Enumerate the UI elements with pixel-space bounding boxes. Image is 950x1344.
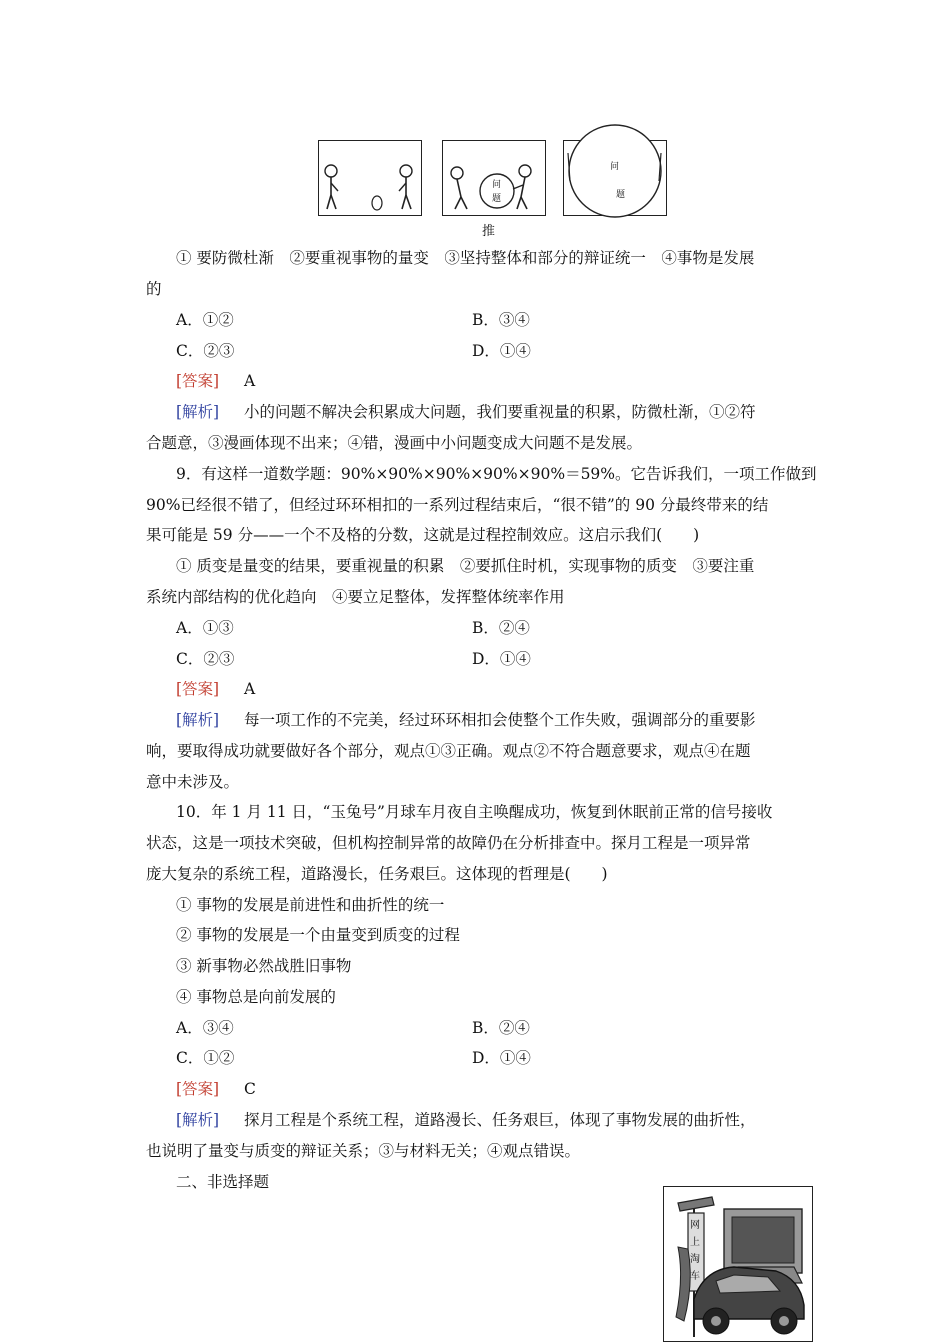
q9-analysis-line2: 响，要取得成功就要做好各个部分，观点①③正确。观点②不符合题意要求，观点④在题 bbox=[146, 742, 751, 760]
q10-stem-line1: 10．年 1 月 11 日，“玉兔号”月球车月夜自主唤醒成功，恢复到休眠前正常的信号接收 bbox=[176, 803, 773, 821]
big-ball-text-1: 问 bbox=[610, 162, 620, 172]
q10-stem-line3: 庞大复杂的系统工程，道路漫长，任务艰巨。这体现的哲理是( ) bbox=[146, 865, 608, 883]
q10-answer-label: [答案] bbox=[176, 1080, 220, 1098]
q8-choice-b: B．③④ bbox=[472, 311, 530, 329]
q9-stem-line3: 果可能是 59 分——一个不及格的分数，这就是过程控制效应。这启示我们( ) bbox=[146, 526, 700, 544]
q10-analysis-line2: 也说明了量变与质变的辩证关系；③与材料无关；④观点错误。 bbox=[146, 1142, 581, 1160]
cartoon-panel-2 bbox=[442, 140, 546, 216]
cartoon-panel-1 bbox=[318, 140, 422, 216]
q10-answer-value: C bbox=[244, 1080, 256, 1098]
q8-options-line1: ① 要防微杜渐 ②要重视事物的量变 ③坚持整体和部分的辩证统一 ④事物是发展 bbox=[176, 249, 755, 267]
cartoon-caption: 推 bbox=[482, 224, 496, 239]
q8-analysis-line1: 小的问题不解决会积累成大问题，我们要重视量的积累，防微杜渐，①②符 bbox=[244, 403, 756, 421]
cartoon-panel-3 bbox=[563, 140, 667, 216]
car-computer-icon bbox=[664, 1187, 812, 1341]
q9-options-line1: ① 质变是量变的结果，要重视量的积累 ②要抓住时机，实现事物的质变 ③要注重 bbox=[176, 557, 755, 575]
big-ball-icon bbox=[564, 141, 666, 215]
q8-analysis-label: [解析] bbox=[176, 403, 220, 421]
q9-answer-value: A bbox=[244, 680, 256, 698]
q8-answer-label: [答案] bbox=[176, 372, 220, 390]
ball-text-2: 题 bbox=[492, 194, 502, 204]
q9-analysis-label: [解析] bbox=[176, 711, 220, 729]
q8-answer-value: A bbox=[244, 372, 256, 390]
q9-analysis-line1: 每一项工作的不完美，经过环环相扣会使整个工作失败，强调部分的重要影 bbox=[244, 711, 756, 729]
q10-opt-3: ③ 新事物必然战胜旧事物 bbox=[176, 957, 352, 975]
big-ball-text-2: 题 bbox=[616, 190, 626, 200]
q10-choice-a: A．③④ bbox=[176, 1019, 234, 1037]
q10-choice-c: C．①② bbox=[176, 1049, 235, 1067]
q9-choice-a: A．①③ bbox=[176, 619, 234, 637]
figures-icon bbox=[319, 141, 421, 215]
q9-answer-label: [答案] bbox=[176, 680, 220, 698]
ball-text-1: 问 bbox=[492, 180, 502, 190]
q9-choice-c: C．②③ bbox=[176, 650, 235, 668]
q9-options-line2: 系统内部结构的优化趋向 ④要立足整体，发挥整体统率作用 bbox=[146, 588, 565, 606]
q10-analysis-label: [解析] bbox=[176, 1111, 220, 1129]
q8-analysis-line2: 合题意，③漫画体现不出来；④错，漫画中小问题变成大问题不是发展。 bbox=[146, 434, 643, 452]
q10-stem-line2: 状态，这是一项技术突破，但机构控制异常的故障仍在分析排查中。探月工程是一项异常 bbox=[146, 834, 751, 852]
q8-choice-d: D．①④ bbox=[472, 342, 531, 360]
car-sign-text: 网上淘车 bbox=[690, 1220, 700, 1282]
q8-choice-c: C．②③ bbox=[176, 342, 235, 360]
section2-title: 二、非选择题 bbox=[176, 1173, 270, 1191]
q10-choice-d: D．①④ bbox=[472, 1049, 531, 1067]
q10-opt-2: ② 事物的发展是一个由量变到质变的过程 bbox=[176, 926, 460, 944]
q8-choice-a: A．①② bbox=[176, 311, 234, 329]
q9-analysis-line3: 意中未涉及。 bbox=[146, 773, 240, 791]
q9-stem-line2: 90%已经很不错了，但经过环环相扣的一系列过程结束后，“很不错”的 90 分最终带来的结 bbox=[146, 496, 769, 514]
q9-choice-b: B．②④ bbox=[472, 619, 530, 637]
q9-stem-line1: 9．有这样一道数学题：90%×90%×90%×90%×90%＝59%。它告诉我们，一项工作做到 bbox=[176, 465, 817, 483]
q10-opt-4: ④ 事物总是向前发展的 bbox=[176, 988, 336, 1006]
q10-analysis-line1: 探月工程是个系统工程，道路漫长、任务艰巨，体现了事物发展的曲折性， bbox=[244, 1111, 756, 1129]
q10-opt-1: ① 事物的发展是前进性和曲折性的统一 bbox=[176, 896, 445, 914]
q9-choice-d: D．①④ bbox=[472, 650, 531, 668]
car-cartoon bbox=[663, 1186, 813, 1342]
q8-options-line2: 的 bbox=[146, 280, 162, 298]
q10-choice-b: B．②④ bbox=[472, 1019, 530, 1037]
